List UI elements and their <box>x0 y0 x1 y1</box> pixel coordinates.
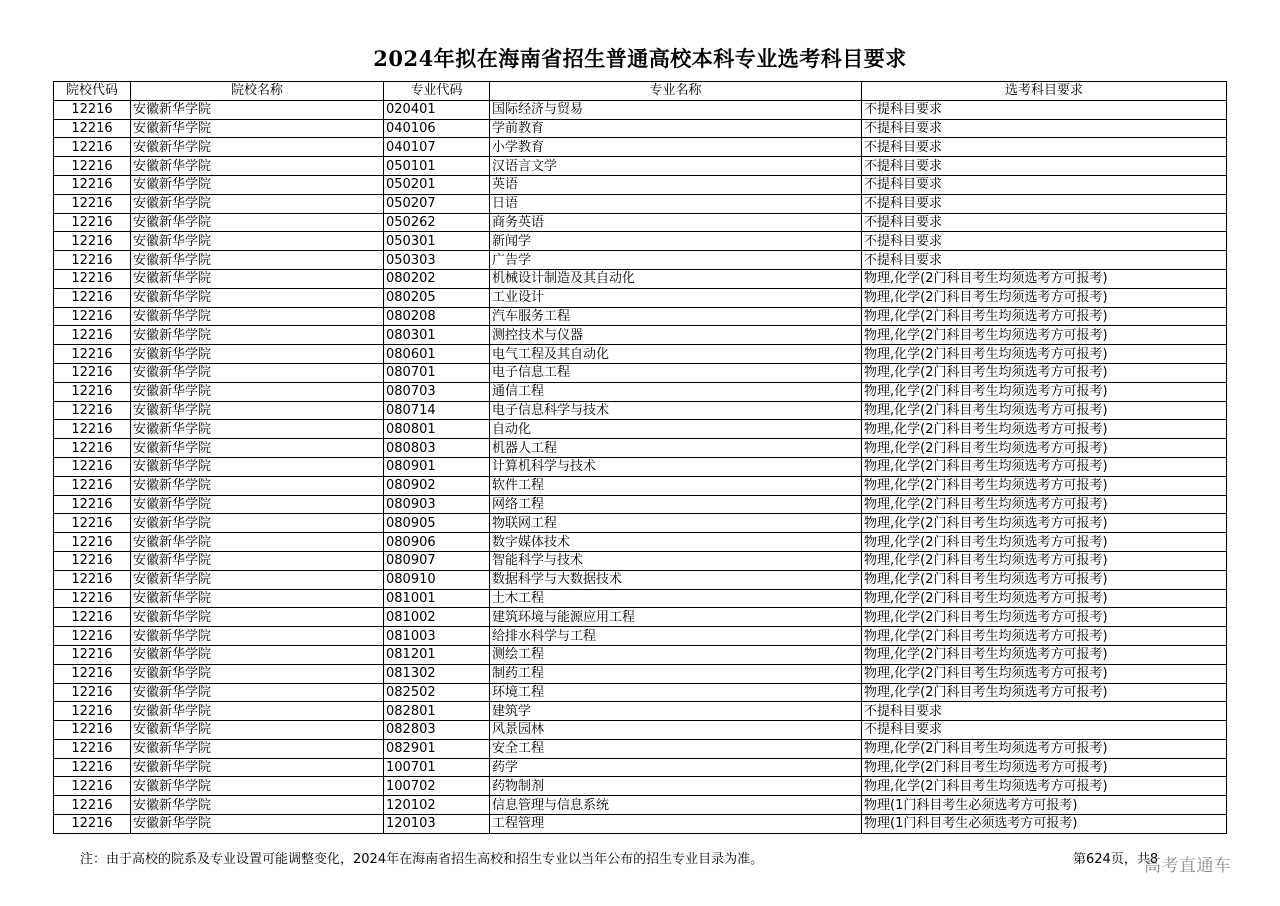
major-name-cell: 测绘工程 <box>490 645 862 664</box>
subject-requirement-cell: 物理,化学(2门科目考生均须选考方可报考) <box>862 288 1227 307</box>
major-code-cell: 080902 <box>384 476 490 495</box>
school-code-cell: 12216 <box>54 157 131 176</box>
school-name-cell: 安徽新华学院 <box>131 194 384 213</box>
subject-requirement-cell: 物理,化学(2门科目考生均须选考方可报考) <box>862 476 1227 495</box>
major-name-cell: 国际经济与贸易 <box>490 100 862 119</box>
school-name-cell: 安徽新华学院 <box>131 457 384 476</box>
major-name-cell: 建筑学 <box>490 702 862 721</box>
subject-requirement-cell: 不提科目要求 <box>862 721 1227 740</box>
major-code-cell: 080714 <box>384 401 490 420</box>
subject-requirement-cell: 不提科目要求 <box>862 175 1227 194</box>
major-name-cell: 电气工程及其自动化 <box>490 345 862 364</box>
school-name-cell: 安徽新华学院 <box>131 269 384 288</box>
major-code-cell: 080910 <box>384 570 490 589</box>
school-name-cell: 安徽新华学院 <box>131 796 384 815</box>
major-name-cell: 安全工程 <box>490 739 862 758</box>
table-row <box>54 570 1227 589</box>
table-row <box>54 157 1227 176</box>
subject-requirement-cell: 物理,化学(2门科目考生均须选考方可报考) <box>862 345 1227 364</box>
table-row <box>54 420 1227 439</box>
table-row <box>54 815 1227 834</box>
table-row <box>54 702 1227 721</box>
subject-requirement-cell: 物理,化学(2门科目考生均须选考方可报考) <box>862 777 1227 796</box>
major-code-cell: 082901 <box>384 739 490 758</box>
table-row <box>54 796 1227 815</box>
subject-requirement-cell: 物理,化学(2门科目考生均须选考方可报考) <box>862 307 1227 326</box>
school-name-cell: 安徽新华学院 <box>131 777 384 796</box>
school-code-cell: 12216 <box>54 269 131 288</box>
table-row <box>54 251 1227 270</box>
subject-requirement-cell: 物理,化学(2门科目考生均须选考方可报考) <box>862 533 1227 552</box>
major-code-cell: 082801 <box>384 702 490 721</box>
major-name-cell: 汉语言文学 <box>490 157 862 176</box>
major-code-cell: 050262 <box>384 213 490 232</box>
school-code-cell: 12216 <box>54 175 131 194</box>
major-code-cell: 080901 <box>384 457 490 476</box>
subject-requirement-cell: 不提科目要求 <box>862 157 1227 176</box>
table-row <box>54 100 1227 119</box>
major-code-cell: 080301 <box>384 326 490 345</box>
school-name-cell: 安徽新华学院 <box>131 138 384 157</box>
table-row <box>54 457 1227 476</box>
table-row <box>54 551 1227 570</box>
major-name-cell: 测控技术与仪器 <box>490 326 862 345</box>
school-name-cell: 安徽新华学院 <box>131 533 384 552</box>
table-row <box>54 382 1227 401</box>
page-number: 第624页，共8 <box>1073 852 1159 867</box>
table-row <box>54 739 1227 758</box>
major-name-cell: 物联网工程 <box>490 514 862 533</box>
subject-requirement-cell: 不提科目要求 <box>862 100 1227 119</box>
major-code-cell: 100701 <box>384 758 490 777</box>
major-name-cell: 自动化 <box>490 420 862 439</box>
table-row <box>54 495 1227 514</box>
header-row <box>54 82 1227 101</box>
school-code-cell: 12216 <box>54 721 131 740</box>
major-code-cell: 082803 <box>384 721 490 740</box>
major-name-cell: 工业设计 <box>490 288 862 307</box>
table-row <box>54 664 1227 683</box>
school-code-cell: 12216 <box>54 439 131 458</box>
school-code-cell: 12216 <box>54 307 131 326</box>
col-header-subject-requirement: 选考科目要求 <box>862 82 1227 101</box>
school-code-cell: 12216 <box>54 288 131 307</box>
table-row <box>54 608 1227 627</box>
school-code-cell: 12216 <box>54 589 131 608</box>
school-name-cell: 安徽新华学院 <box>131 326 384 345</box>
school-code-cell: 12216 <box>54 213 131 232</box>
table-row <box>54 683 1227 702</box>
major-name-cell: 工程管理 <box>490 815 862 834</box>
major-code-cell: 081002 <box>384 608 490 627</box>
subject-requirement-cell: 不提科目要求 <box>862 213 1227 232</box>
table-body <box>54 100 1227 833</box>
school-code-cell: 12216 <box>54 570 131 589</box>
major-code-cell: 080903 <box>384 495 490 514</box>
major-name-cell: 学前教育 <box>490 119 862 138</box>
subject-requirement-cell: 物理,化学(2门科目考生均须选考方可报考) <box>862 269 1227 288</box>
major-code-cell: 081302 <box>384 664 490 683</box>
subject-requirement-cell: 物理,化学(2门科目考生均须选考方可报考) <box>862 363 1227 382</box>
school-code-cell: 12216 <box>54 739 131 758</box>
table-row <box>54 288 1227 307</box>
major-code-cell: 020401 <box>384 100 490 119</box>
major-name-cell: 药学 <box>490 758 862 777</box>
subject-requirement-cell: 不提科目要求 <box>862 232 1227 251</box>
col-header-major-name: 专业名称 <box>490 82 862 101</box>
major-code-cell: 080202 <box>384 269 490 288</box>
school-code-cell: 12216 <box>54 119 131 138</box>
school-code-cell: 12216 <box>54 608 131 627</box>
major-code-cell: 081001 <box>384 589 490 608</box>
table-row <box>54 533 1227 552</box>
school-name-cell: 安徽新华学院 <box>131 589 384 608</box>
major-name-cell: 风景园林 <box>490 721 862 740</box>
school-code-cell: 12216 <box>54 796 131 815</box>
subject-requirement-cell: 物理,化学(2门科目考生均须选考方可报考) <box>862 608 1227 627</box>
school-name-cell: 安徽新华学院 <box>131 307 384 326</box>
school-code-cell: 12216 <box>54 664 131 683</box>
major-code-cell: 040107 <box>384 138 490 157</box>
major-code-cell: 080208 <box>384 307 490 326</box>
school-name-cell: 安徽新华学院 <box>131 551 384 570</box>
subject-requirement-cell: 不提科目要求 <box>862 251 1227 270</box>
subject-requirement-cell: 物理,化学(2门科目考生均须选考方可报考) <box>862 551 1227 570</box>
major-code-cell: 050207 <box>384 194 490 213</box>
table-row <box>54 345 1227 364</box>
school-name-cell: 安徽新华学院 <box>131 213 384 232</box>
school-name-cell: 安徽新华学院 <box>131 495 384 514</box>
school-name-cell: 安徽新华学院 <box>131 420 384 439</box>
subject-requirement-cell: 物理,化学(2门科目考生均须选考方可报考) <box>862 420 1227 439</box>
subject-requirement-cell: 物理,化学(2门科目考生均须选考方可报考) <box>862 739 1227 758</box>
major-name-cell: 制药工程 <box>490 664 862 683</box>
subject-requirement-cell: 物理,化学(2门科目考生均须选考方可报考) <box>862 401 1227 420</box>
col-header-major-code: 专业代码 <box>384 82 490 101</box>
school-code-cell: 12216 <box>54 194 131 213</box>
school-name-cell: 安徽新华学院 <box>131 345 384 364</box>
major-name-cell: 新闻学 <box>490 232 862 251</box>
major-code-cell: 120103 <box>384 815 490 834</box>
school-name-cell: 安徽新华学院 <box>131 608 384 627</box>
major-name-cell: 电子信息科学与技术 <box>490 401 862 420</box>
school-name-cell: 安徽新华学院 <box>131 439 384 458</box>
major-name-cell: 小学教育 <box>490 138 862 157</box>
major-code-cell: 080801 <box>384 420 490 439</box>
subject-requirement-cell: 不提科目要求 <box>862 138 1227 157</box>
school-name-cell: 安徽新华学院 <box>131 363 384 382</box>
major-name-cell: 机器人工程 <box>490 439 862 458</box>
school-code-cell: 12216 <box>54 326 131 345</box>
major-code-cell: 080205 <box>384 288 490 307</box>
school-name-cell: 安徽新华学院 <box>131 664 384 683</box>
table-row <box>54 777 1227 796</box>
school-code-cell: 12216 <box>54 420 131 439</box>
subject-requirement-cell: 不提科目要求 <box>862 702 1227 721</box>
school-name-cell: 安徽新华学院 <box>131 702 384 721</box>
major-name-cell: 计算机科学与技术 <box>490 457 862 476</box>
subject-requirement-cell: 物理,化学(2门科目考生均须选考方可报考) <box>862 758 1227 777</box>
school-code-cell: 12216 <box>54 551 131 570</box>
major-name-cell: 数字媒体技术 <box>490 533 862 552</box>
table-row <box>54 439 1227 458</box>
major-code-cell: 120102 <box>384 796 490 815</box>
table-row <box>54 232 1227 251</box>
school-name-cell: 安徽新华学院 <box>131 739 384 758</box>
school-code-cell: 12216 <box>54 345 131 364</box>
table-row <box>54 269 1227 288</box>
col-header-school-name: 院校名称 <box>131 82 384 101</box>
school-code-cell: 12216 <box>54 382 131 401</box>
table-row <box>54 721 1227 740</box>
table-row <box>54 307 1227 326</box>
school-name-cell: 安徽新华学院 <box>131 100 384 119</box>
school-code-cell: 12216 <box>54 645 131 664</box>
table-row <box>54 363 1227 382</box>
school-code-cell: 12216 <box>54 495 131 514</box>
school-name-cell: 安徽新华学院 <box>131 758 384 777</box>
major-code-cell: 080907 <box>384 551 490 570</box>
major-code-cell: 050301 <box>384 232 490 251</box>
subject-requirement-cell: 物理,化学(2门科目考生均须选考方可报考) <box>862 326 1227 345</box>
major-name-cell: 数据科学与大数据技术 <box>490 570 862 589</box>
major-name-cell: 环境工程 <box>490 683 862 702</box>
school-code-cell: 12216 <box>54 232 131 251</box>
school-code-cell: 12216 <box>54 815 131 834</box>
major-code-cell: 080906 <box>384 533 490 552</box>
requirements-table <box>53 81 1227 834</box>
subject-requirement-cell: 物理,化学(2门科目考生均须选考方可报考) <box>862 439 1227 458</box>
table-row <box>54 326 1227 345</box>
col-header-school-code: 院校代码 <box>54 82 131 101</box>
school-name-cell: 安徽新华学院 <box>131 382 384 401</box>
school-name-cell: 安徽新华学院 <box>131 288 384 307</box>
major-code-cell: 080905 <box>384 514 490 533</box>
subject-requirement-cell: 物理,化学(2门科目考生均须选考方可报考) <box>862 664 1227 683</box>
table-row <box>54 175 1227 194</box>
major-name-cell: 建筑环境与能源应用工程 <box>490 608 862 627</box>
major-name-cell: 汽车服务工程 <box>490 307 862 326</box>
table-row <box>54 194 1227 213</box>
school-name-cell: 安徽新华学院 <box>131 251 384 270</box>
major-name-cell: 信息管理与信息系统 <box>490 796 862 815</box>
major-code-cell: 081201 <box>384 645 490 664</box>
school-code-cell: 12216 <box>54 533 131 552</box>
table-row <box>54 213 1227 232</box>
major-name-cell: 土木工程 <box>490 589 862 608</box>
major-code-cell: 100702 <box>384 777 490 796</box>
major-code-cell: 050101 <box>384 157 490 176</box>
major-code-cell: 080803 <box>384 439 490 458</box>
school-name-cell: 安徽新华学院 <box>131 514 384 533</box>
school-code-cell: 12216 <box>54 100 131 119</box>
table-row <box>54 589 1227 608</box>
subject-requirement-cell: 物理,化学(2门科目考生均须选考方可报考) <box>862 683 1227 702</box>
school-code-cell: 12216 <box>54 363 131 382</box>
major-code-cell: 040106 <box>384 119 490 138</box>
major-name-cell: 网络工程 <box>490 495 862 514</box>
major-name-cell: 药物制剂 <box>490 777 862 796</box>
major-name-cell: 智能科学与技术 <box>490 551 862 570</box>
school-name-cell: 安徽新华学院 <box>131 175 384 194</box>
school-name-cell: 安徽新华学院 <box>131 627 384 646</box>
major-code-cell: 082502 <box>384 683 490 702</box>
school-code-cell: 12216 <box>54 401 131 420</box>
subject-requirement-cell: 物理,化学(2门科目考生均须选考方可报考) <box>862 589 1227 608</box>
table-header <box>54 82 1227 101</box>
school-name-cell: 安徽新华学院 <box>131 401 384 420</box>
table-row <box>54 627 1227 646</box>
school-name-cell: 安徽新华学院 <box>131 721 384 740</box>
table-row <box>54 514 1227 533</box>
watermark-logo-text: 高考直通车 <box>1144 856 1232 876</box>
major-name-cell: 给排水科学与工程 <box>490 627 862 646</box>
school-name-cell: 安徽新华学院 <box>131 157 384 176</box>
school-code-cell: 12216 <box>54 683 131 702</box>
major-name-cell: 日语 <box>490 194 862 213</box>
school-code-cell: 12216 <box>54 138 131 157</box>
subject-requirement-cell: 物理(1门科目考生必须选考方可报考) <box>862 796 1227 815</box>
table-row <box>54 645 1227 664</box>
major-code-cell: 050303 <box>384 251 490 270</box>
footnote: 注：由于高校的院系及专业设置可能调整变化，2024年在海南省招生高校和招生专业以当年公布的招生专业目录为准。 <box>80 852 764 867</box>
school-name-cell: 安徽新华学院 <box>131 476 384 495</box>
table-row <box>54 401 1227 420</box>
school-code-cell: 12216 <box>54 702 131 721</box>
table-row <box>54 758 1227 777</box>
major-name-cell: 机械设计制造及其自动化 <box>490 269 862 288</box>
school-name-cell: 安徽新华学院 <box>131 683 384 702</box>
subject-requirement-cell: 物理,化学(2门科目考生均须选考方可报考) <box>862 645 1227 664</box>
major-name-cell: 商务英语 <box>490 213 862 232</box>
subject-requirement-cell: 物理(1门科目考生必须选考方可报考) <box>862 815 1227 834</box>
school-name-cell: 安徽新华学院 <box>131 232 384 251</box>
table-row <box>54 138 1227 157</box>
major-code-cell: 081003 <box>384 627 490 646</box>
school-code-cell: 12216 <box>54 777 131 796</box>
table-row <box>54 119 1227 138</box>
school-name-cell: 安徽新华学院 <box>131 119 384 138</box>
subject-requirement-cell: 物理,化学(2门科目考生均须选考方可报考) <box>862 514 1227 533</box>
school-name-cell: 安徽新华学院 <box>131 815 384 834</box>
major-name-cell: 英语 <box>490 175 862 194</box>
school-code-cell: 12216 <box>54 627 131 646</box>
major-name-cell: 电子信息工程 <box>490 363 862 382</box>
school-code-cell: 12216 <box>54 457 131 476</box>
major-code-cell: 080601 <box>384 345 490 364</box>
subject-requirement-cell: 物理,化学(2门科目考生均须选考方可报考) <box>862 570 1227 589</box>
school-name-cell: 安徽新华学院 <box>131 645 384 664</box>
school-code-cell: 12216 <box>54 514 131 533</box>
subject-requirement-cell: 不提科目要求 <box>862 194 1227 213</box>
subject-requirement-cell: 物理,化学(2门科目考生均须选考方可报考) <box>862 627 1227 646</box>
subject-requirement-cell: 不提科目要求 <box>862 119 1227 138</box>
subject-requirement-cell: 物理,化学(2门科目考生均须选考方可报考) <box>862 457 1227 476</box>
table-row <box>54 476 1227 495</box>
major-name-cell: 通信工程 <box>490 382 862 401</box>
school-code-cell: 12216 <box>54 758 131 777</box>
major-code-cell: 050201 <box>384 175 490 194</box>
subject-requirement-cell: 物理,化学(2门科目考生均须选考方可报考) <box>862 495 1227 514</box>
major-code-cell: 080701 <box>384 363 490 382</box>
subject-requirement-cell: 物理,化学(2门科目考生均须选考方可报考) <box>862 382 1227 401</box>
school-name-cell: 安徽新华学院 <box>131 570 384 589</box>
major-name-cell: 广告学 <box>490 251 862 270</box>
school-code-cell: 12216 <box>54 476 131 495</box>
school-code-cell: 12216 <box>54 251 131 270</box>
page-title: 2024年拟在海南省招生普通高校本科专业选考科目要求 <box>373 46 907 71</box>
major-name-cell: 软件工程 <box>490 476 862 495</box>
major-code-cell: 080703 <box>384 382 490 401</box>
